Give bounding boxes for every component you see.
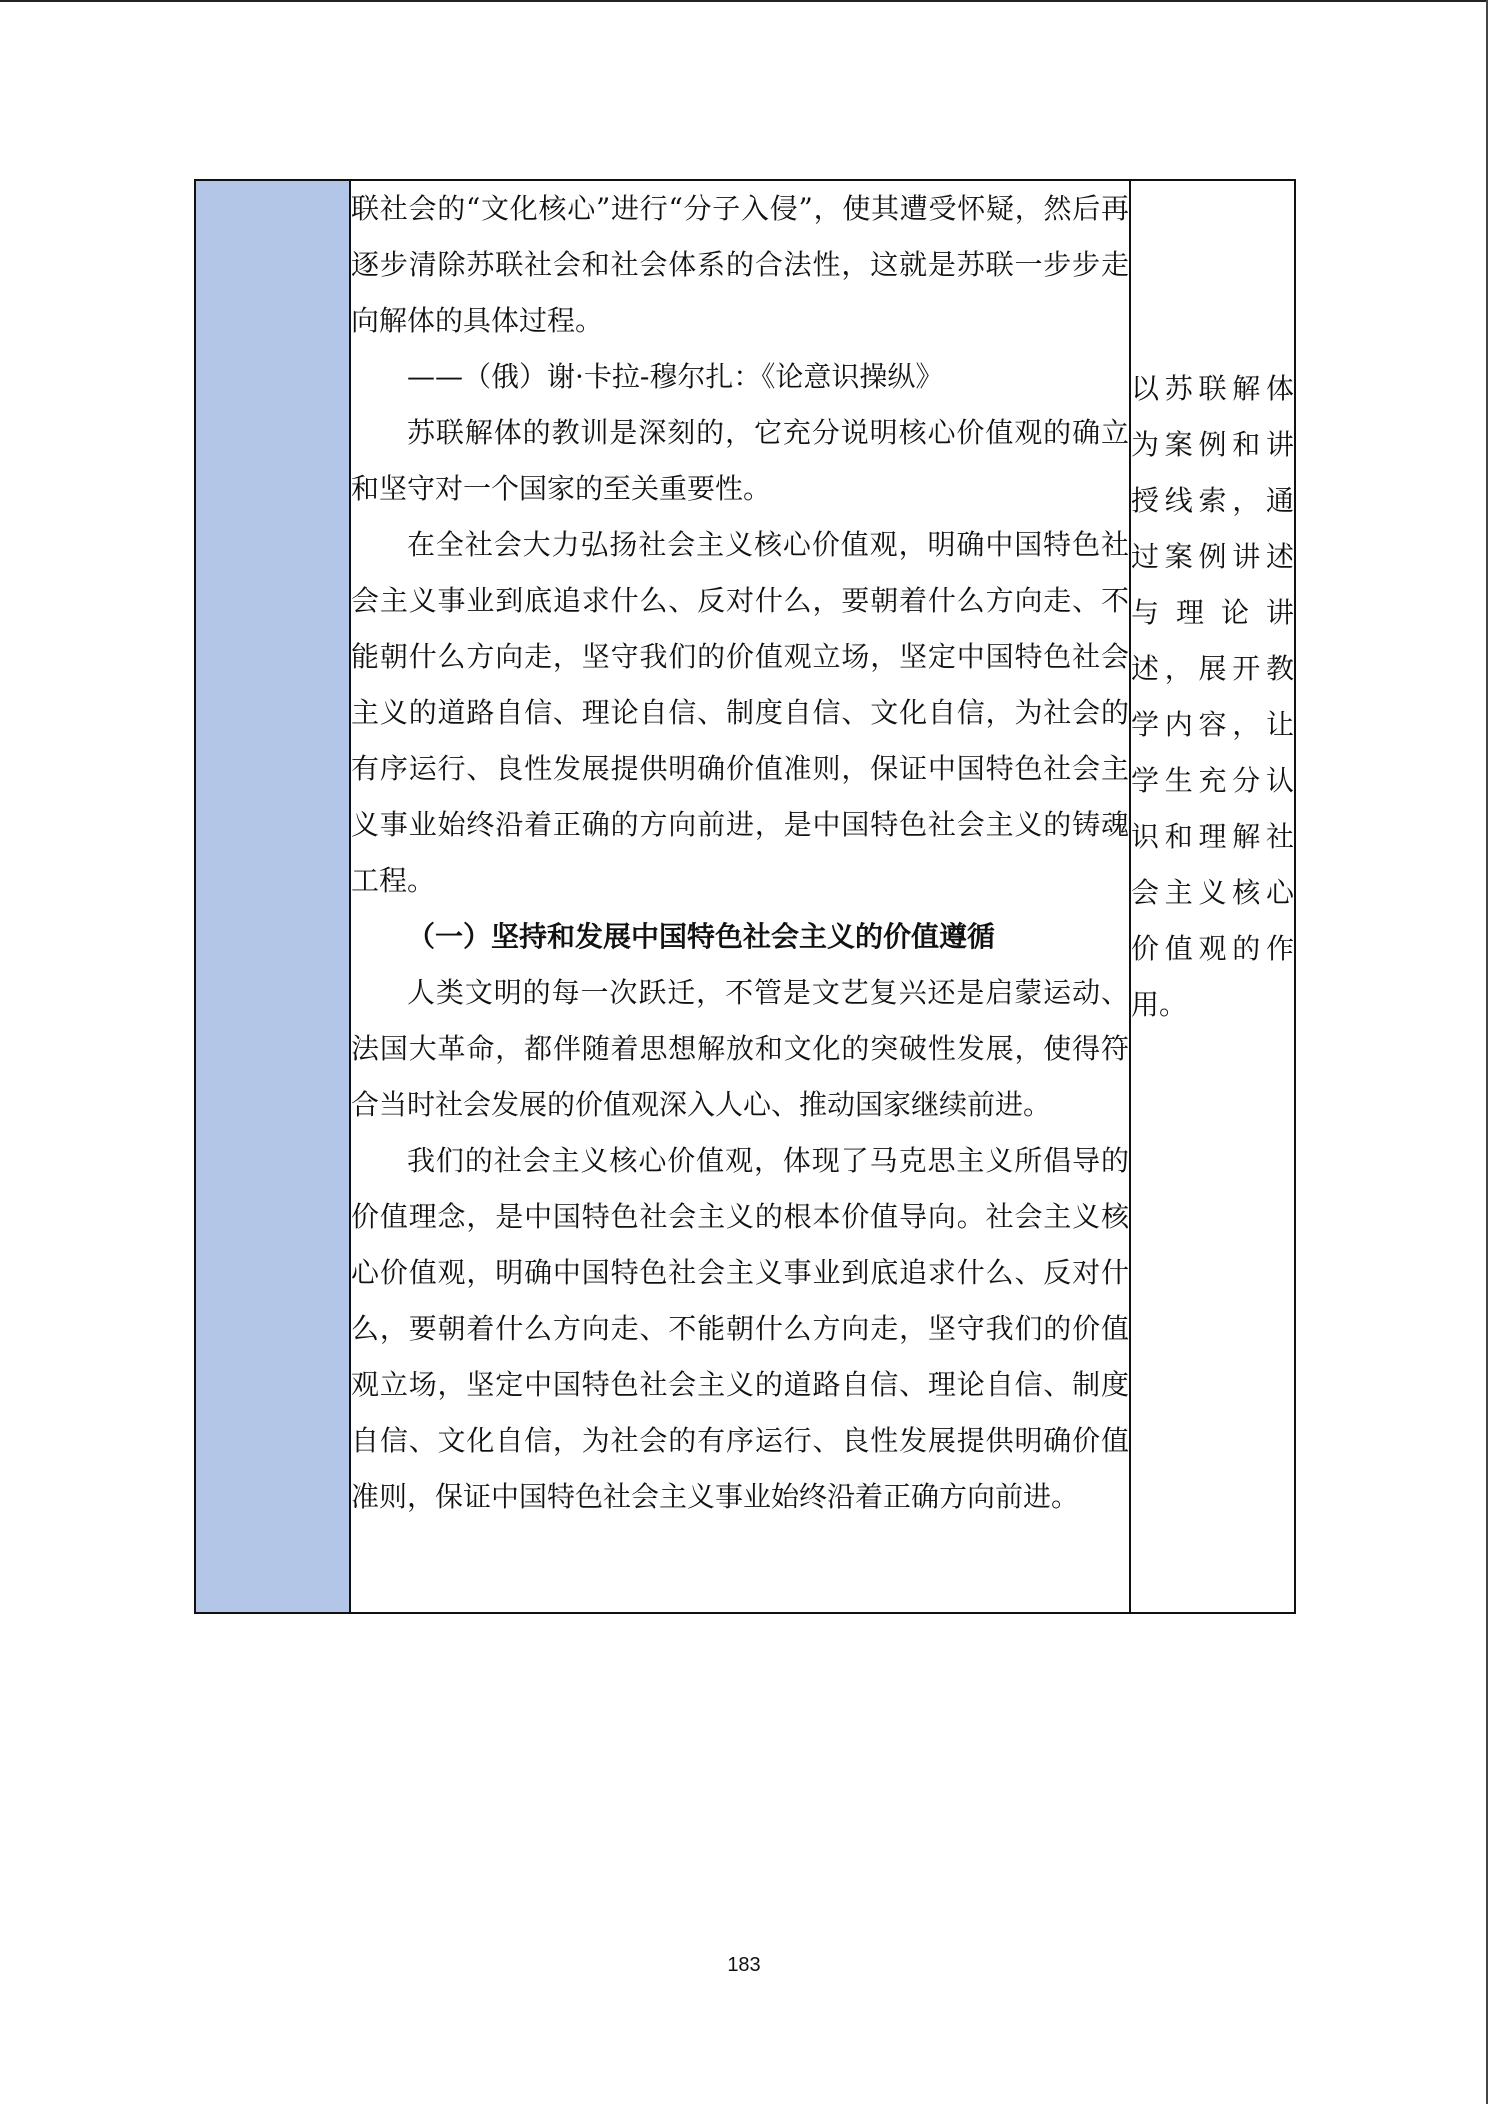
lesson-row bbox=[195, 180, 1295, 1613]
paragraph-continuation: 联社会的“文化核心”进行“分子入侵”，使其遭受怀疑，然后再逐步清除苏联社会和社会体系的合法性，这就是苏联一步步走向解体的具体过程。 bbox=[351, 192, 1129, 337]
page-number: 183 bbox=[727, 1954, 761, 1976]
teaching-note: 以苏联解体为案例和讲授线索，通过案例讲述与理论讲述，展开教学内容，让学生充分认识和理解社会主义核心价值观的作用。 bbox=[1131, 372, 1294, 1021]
paragraph-core-values: 我们的社会主义核心价值观，体现了马克思主义所倡导的价值理念，是中国特色社会主义的根本价值导向。社会主义核心价值观，明确中国特色社会主义事业到底追求什么、反对什么，要朝着什么方向走、不能朝什么方向走，坚守我们的价值观立场，坚定中国特色社会主义的道路自信、理论自信、制度自信、文化自信，为社会的有序运行、良性发展提供明确价值准则，保证中国特色社会主义事业始终沿着正确方向前进。 bbox=[351, 1144, 1129, 1513]
lesson-table bbox=[194, 179, 1296, 1614]
section-heading: （一）坚持和发展中国特色社会主义的价值遵循 bbox=[407, 920, 996, 953]
main-content-cell bbox=[350, 180, 1130, 1613]
citation: ——（俄）谢·卡拉-穆尔扎：《论意识操纵》 bbox=[407, 360, 944, 393]
page-top-rule bbox=[0, 0, 1488, 2]
paragraph-lesson: 苏联解体的教训是深刻的，它充分说明核心价值观的确立和坚守对一个国家的至关重要性。 bbox=[351, 416, 1129, 505]
side-column bbox=[195, 180, 350, 1613]
paragraph-civilization: 人类文明的每一次跃迁，不管是文艺复兴还是启蒙运动、法国大革命，都伴随着思想解放和文化的突破性发展，使得符合当时社会发展的价值观深入人心、推动国家继续前进。 bbox=[351, 976, 1129, 1121]
teaching-note-cell bbox=[1130, 180, 1295, 1613]
paragraph-promote-values: 在全社会大力弘扬社会主义核心价值观，明确中国特色社会主义事业到底追求什么、反对什么，要朝着什么方向走、不能朝什么方向走，坚守我们的价值观立场，坚定中国特色社会主义的道路自信、理论自信、制度自信、文化自信，为社会的有序运行、良性发展提供明确价值准则，保证中国特色社会主义事业始终沿着正确的方向前进，是中国特色社会主义的铸魂工程。 bbox=[351, 528, 1129, 897]
